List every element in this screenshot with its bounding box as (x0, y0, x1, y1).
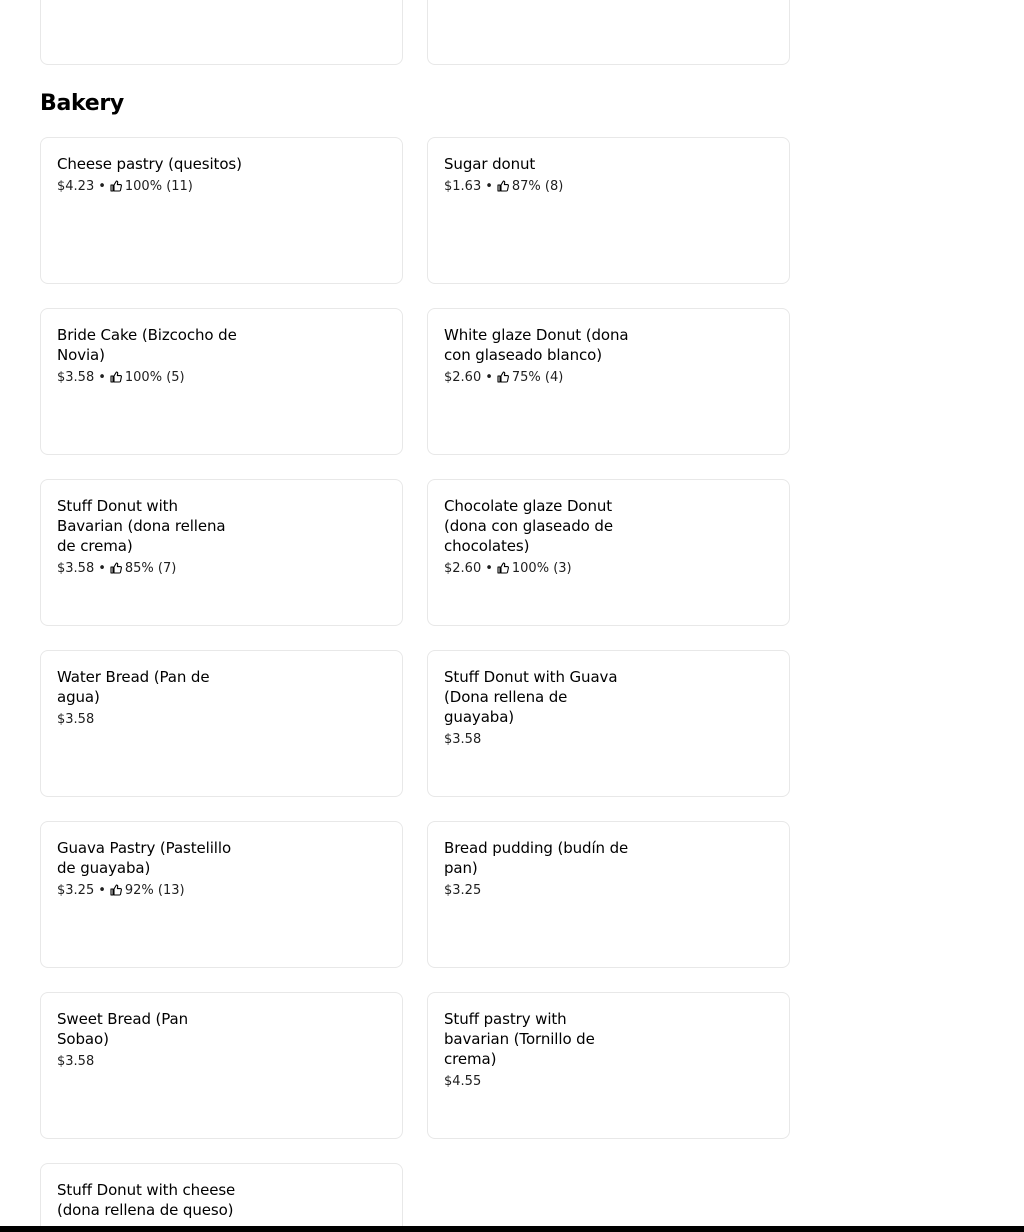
menu-item-card[interactable] (427, 479, 790, 626)
menu-item-card[interactable] (40, 992, 403, 1139)
menu-item-card[interactable] (40, 821, 403, 968)
thumbs-up-icon (110, 180, 122, 192)
menu-item-name: Guava Pastry (Pastelillo de guayaba) (57, 839, 232, 877)
thumbs-up-icon (110, 371, 122, 383)
menu-item-info (57, 667, 243, 728)
menu-item-info (444, 1009, 630, 1090)
menu-item-meta (444, 882, 630, 899)
menu-item-meta (444, 1073, 630, 1090)
menu-item-name: Bride Cake (Bizcocho de Novia) (57, 326, 237, 364)
menu-item-name: Sugar donut (444, 155, 536, 173)
menu-item-price: $3.58 (57, 370, 95, 385)
menu-item-card[interactable] (40, 650, 403, 797)
menu-item-info (57, 838, 243, 899)
menu-item-price: $3.25 (444, 883, 482, 898)
menu-item-name: Bread pudding (budín de pan) (444, 839, 629, 877)
menu-item-meta (444, 560, 630, 577)
thumbs-up-icon (110, 562, 122, 574)
menu-item-meta (57, 711, 243, 728)
menu-item-name: Cheese pastry (quesitos) (57, 155, 242, 173)
menu-item-rating: 92% (13) (124, 883, 185, 898)
menu-item-meta (444, 369, 630, 386)
menu-item-info (444, 667, 630, 748)
meta-separator: • (485, 179, 493, 194)
section-title: Bakery (40, 91, 124, 116)
menu-item-name: Sweet Bread (Pan Sobao) (57, 1010, 189, 1048)
menu-item-name: Stuff pastry with bavarian (Tornillo de crema) (444, 1010, 595, 1068)
menu-item-price: $4.55 (444, 1074, 482, 1089)
menu-item-rating: 100% (5) (124, 370, 185, 385)
menu-item-price: $2.60 (444, 561, 482, 576)
menu-item-rating: 87% (8) (511, 179, 564, 194)
menu-item-meta (444, 731, 630, 748)
meta-separator: • (98, 883, 106, 898)
menu-item-rating: 100% (3) (511, 561, 572, 576)
thumbs-up-icon (497, 371, 509, 383)
menu-item-meta (57, 178, 243, 195)
menu-item-info (444, 325, 630, 386)
menu-item-price: $3.58 (57, 1054, 95, 1069)
menu-item-card[interactable] (40, 479, 403, 626)
menu-item-name: Water Bread (Pan de agua) (57, 668, 210, 706)
menu-item-price: $1.63 (444, 179, 482, 194)
bottom-bar (0, 1226, 1024, 1232)
menu-item-price: $2.60 (444, 370, 482, 385)
menu-item-card-previous[interactable] (40, 0, 403, 65)
menu-item-price: $3.58 (57, 561, 95, 576)
menu-item-card-previous[interactable] (427, 0, 790, 65)
meta-separator: • (485, 370, 493, 385)
menu-item-name: Stuff Donut with cheese (dona rellena de queso) (57, 1181, 236, 1219)
menu-item-card[interactable] (40, 308, 403, 455)
menu-item-name: Stuff Donut with Guava (Dona rellena de guayaba) (444, 668, 618, 726)
menu-item-rating: 85% (7) (124, 561, 177, 576)
menu-item-meta (57, 369, 243, 386)
menu-item-info (57, 496, 243, 577)
menu-item-card[interactable] (427, 650, 790, 797)
menu-item-meta (444, 178, 630, 195)
thumbs-up-icon (110, 884, 122, 896)
thumbs-up-icon (497, 180, 509, 192)
menu-item-meta (57, 882, 243, 899)
menu-item-price: $3.25 (57, 883, 95, 898)
menu-item-name: White glaze Donut (dona con glaseado blanco) (444, 326, 629, 364)
menu-item-info (444, 154, 630, 195)
menu-item-card[interactable] (427, 992, 790, 1139)
menu-item-rating: 100% (11) (124, 179, 193, 194)
menu-item-info (57, 1009, 243, 1070)
thumbs-up-icon (497, 562, 509, 574)
meta-separator: • (98, 179, 106, 194)
menu-item-name: Stuff Donut with Bavarian (dona rellena de crema) (57, 497, 226, 555)
menu-item-name: Chocolate glaze Donut (dona con glaseado de chocolates) (444, 497, 613, 555)
meta-separator: • (98, 370, 106, 385)
menu-item-meta (57, 560, 243, 577)
meta-separator: • (98, 561, 106, 576)
menu-item-rating: 75% (4) (511, 370, 564, 385)
menu-item-card[interactable] (40, 1163, 403, 1232)
menu-item-card[interactable] (427, 308, 790, 455)
menu-item-card[interactable] (427, 821, 790, 968)
meta-separator: • (485, 561, 493, 576)
menu-item-info (57, 325, 243, 386)
menu-item-info (444, 838, 630, 899)
menu-item-info (57, 154, 243, 195)
menu-item-card[interactable] (40, 137, 403, 284)
menu-item-info (57, 1180, 243, 1220)
menu-item-price: $3.58 (57, 712, 95, 727)
menu-item-info (444, 496, 630, 577)
menu-item-price: $4.23 (57, 179, 95, 194)
menu-item-card[interactable] (427, 137, 790, 284)
menu-item-meta (57, 1053, 243, 1070)
menu-item-price: $3.58 (444, 732, 482, 747)
